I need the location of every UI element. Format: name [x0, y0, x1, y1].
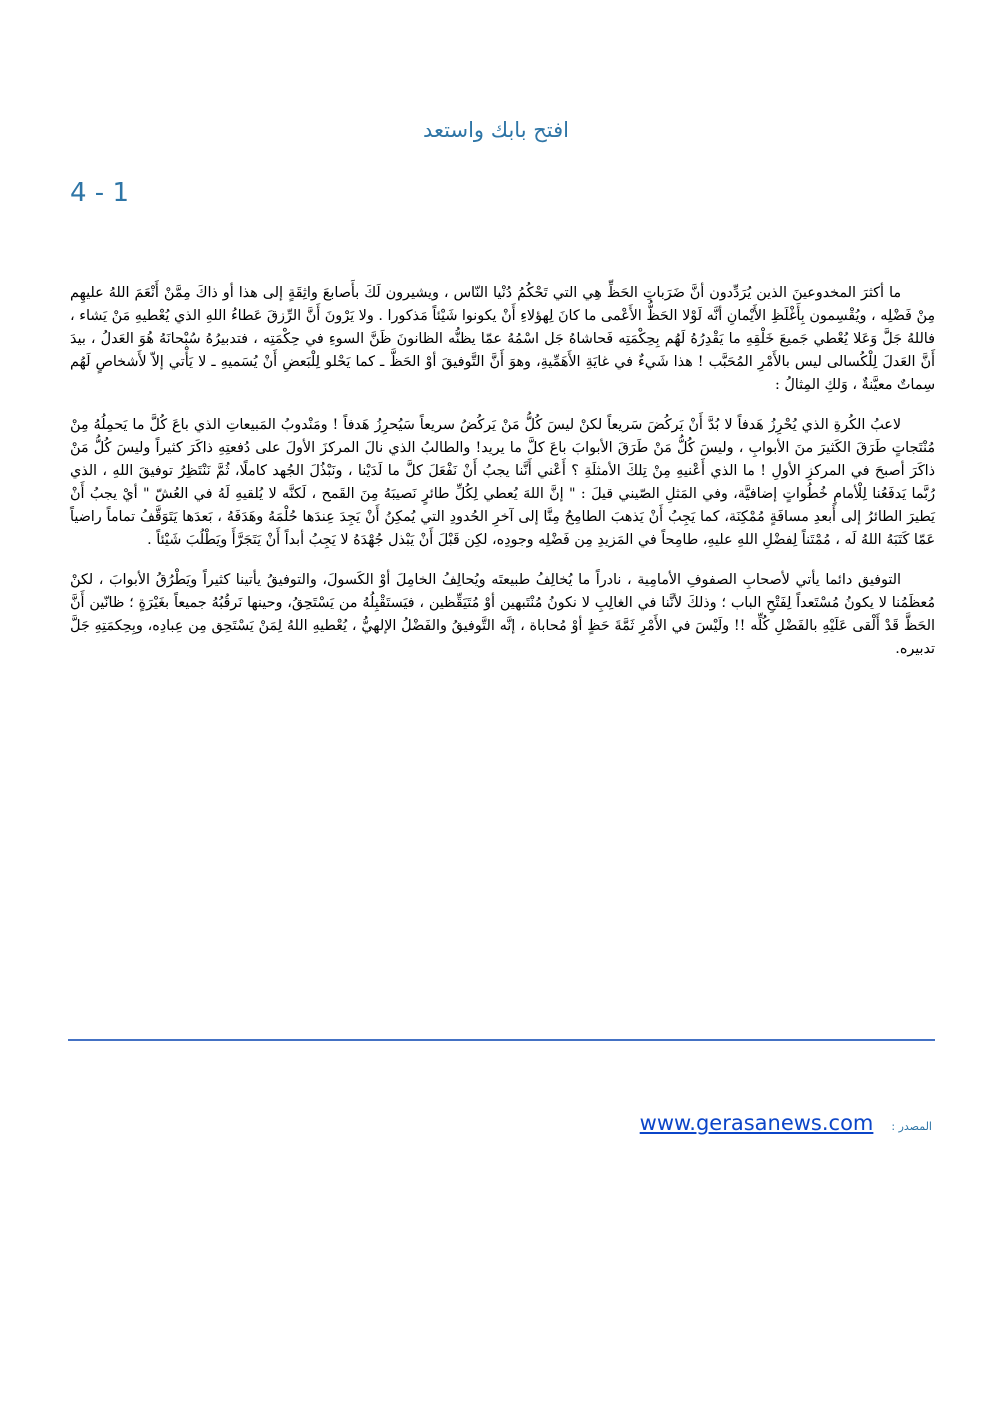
footer-divider: [68, 1039, 935, 1041]
page-number: 4 - 1: [70, 178, 129, 208]
source-label: المصدر :: [891, 1120, 932, 1133]
paragraph: لاعبُ الكُرةِ الذي يُحْرِزُ هَدفاً لا بُدَّ أَنْ يَركُضَ سَريعاً لكنْ ليسَ كُلُّ مَنْ يَركُضُ سريعاً سَيُحرِزُ هَدفاً ! ومَنْدوبُ المَبيعاتِ الذي باعَ كُلَّ ما يَحمِلُهُ مِنْ مُنْتَجاتٍ طَرَقَ الكَثيرَ منَ الأبوابِ ، وليسَ كُلُّ مَنْ طَرَقَ الأبوابَ باعَ كلَّ ما يريد! والطالبُ الذي نالَ المركزَ الأولَ على دُفعتِهِ ذاكَرَ كثيراً وليسَ كُلُّ مَنْ ذاكَرَ أصبحَ في المركزِ الأولِ ! ما الذي أَعْنيهِ مِنْ تِلكَ الأمثلَةِ ؟ أَعْني أَنَّنا يجبُ أَنْ نَفْعَلَ كلَّ ما لَدَيْنا ، ونَبْذُلَ الجُهد كاملًا، ثُمَّ نَنْتَظِرُ توفيقَ اللهِ ، الذي رُبَّما يَدفَعُنا لِلْأمامِ خُطُواتٍ إضافيَّة، وفي المَثلِ الصّيني قيلَ : " إنَّ اللهَ يُعطي لِكُلِّ طائرٍ نَصيبَهُ مِنَ القَمح ، لَكنَّه لا يُلقيهِ لَهُ في العُشّ " أيْ يجبُ أَنْ يَطيرَ الطائرُ إلى أَبعدِ مسافَةٍ مُمْكِنَة، كما يَجِبُ أَنْ يَذهبَ الطامِحُ مِنَّا إلى آخرِ الحُدودِ التي يُمكِنُ أَنْ يَجِدَ عِندَها حُلْمَهُ وهَدَفَهُ ، بَعدَها يَتَوَقَّفُ تماماً راضياً عَمّا كَتَبَهُ اللهُ لَه ، مُمْتَناً لِفضْلِ اللهِ عليهِ، طامِحاً في المَزيدِ مِن فَضْلِه وجودِه، لكِن قَبْلَ أَنْ يَبْذل جُهْدَهُ لا يَجِبُ أبداً أَنْ يَتَجَرَّأَ ويَطْلُبَ شَيْئاً .: [70, 417, 935, 548]
paragraph: ما أكثرَ المخدوعينَ الذين يُرَدِّدون أنَّ ضَرَباتِ الحَظِّ هِي التي تَحْكُمُ دُنْيا النّاس ، ويشيرون لَكَ بأَصابعَ واثِقَةٍ إلى هذا أو ذاكَ مِمَّنْ أَنْعَمَ اللهُ عليهِم مِنْ فَضْلِه ، ويُقْسِمون بِأَغْلَظِ الأَيْمانِ أنَّه لَوْلا الحَظُّ الأَعْمى ما كانَ لِهؤلاءِ أَنْ يكونوا شَيْئاً مَذكورا . ولا يَرْونَ أَنَّ الرِّزقَ عَطاءُ اللهِ الذي يُعْطيهِ مَنْ يَشاء ، فاللهُ جَلَّ وَعَلا يُعْطي جَميعَ خَلْقِهِ ما يَقْدِرُهُ لَهُم بِحِكْمَتِه فَحاشاهُ جَل اسْمُهُ عمّا يظنُّه الظانونَ ظَنَّ السوءِ في حِكْمَتِه ، فتدبيرُهُ سُبْحانَهُ هُوَ العَدلُ ، بيدَ أَنَّ العَدلَ لِلْكُسالى ليس بالأَمْرِ المُحَبَّب ! هذا شَيءٌ في غايَةِ الأَهَمِّيةِ، وهوَ أَنَّ التَّوفيقَ أوْ الحَظَّ ـ كما يَحْلو لِلْبَعضِ أَنْ يُسَميهِ ـ لا يَأْتي إلاّ لأَشخاصٍ لَهُم سِماتٌ معيَّنةٌ ، وَلكِ المِثالُ :: [70, 285, 935, 393]
paragraph: التوفيق دائما يأتي لأصحابِ الصفوفِ الأمامِية ، نادراً ما يُخالِفُ طبيعتَه ويُحالِفُ الخامِلَ أوْ الكَسولَ، والتوفيقُ يأتينا كثيراً ويَطْرُقُ الأبوابَ ، لكنْ مُعظَمُنا لا يكونُ مُسْتَعداً لِفَتْحِ الباب ؛ وذلكَ لأنَّنا في الغالِبِ لا نكونُ مُنْتَبهين أوْ مُتَيَقِّظين ، فيَستَقْبِلُهُ من يَسْتَحِقُ، وحينها نَرقُبُهُ جميعاً بغَيْرَةٍ ؛ ظانّين أَنَّ الحَظَّ قَدْ أَلْقى عَلَيْهِ بالفَضْلِ كُلِّه !! ولَيْسَ في الأَمْرِ ثَمَّةَ حَظٍ أوْ مُحاباة ، إنَّه التَّوفيقُ والفَضْلُ الإلهيُّ ، يُعْطيهِ اللهُ لِمَنْ يَسْتَحِق مِن عِبادِه، وبِحِكمَتِهِ جَلَّ تدبيره.: [70, 572, 935, 657]
document-title: افتح بابك واستعد: [423, 118, 569, 142]
article-body: [70, 282, 935, 678]
source-link[interactable]: www.gerasanews.com: [639, 1111, 874, 1135]
source-line: [640, 1111, 932, 1135]
